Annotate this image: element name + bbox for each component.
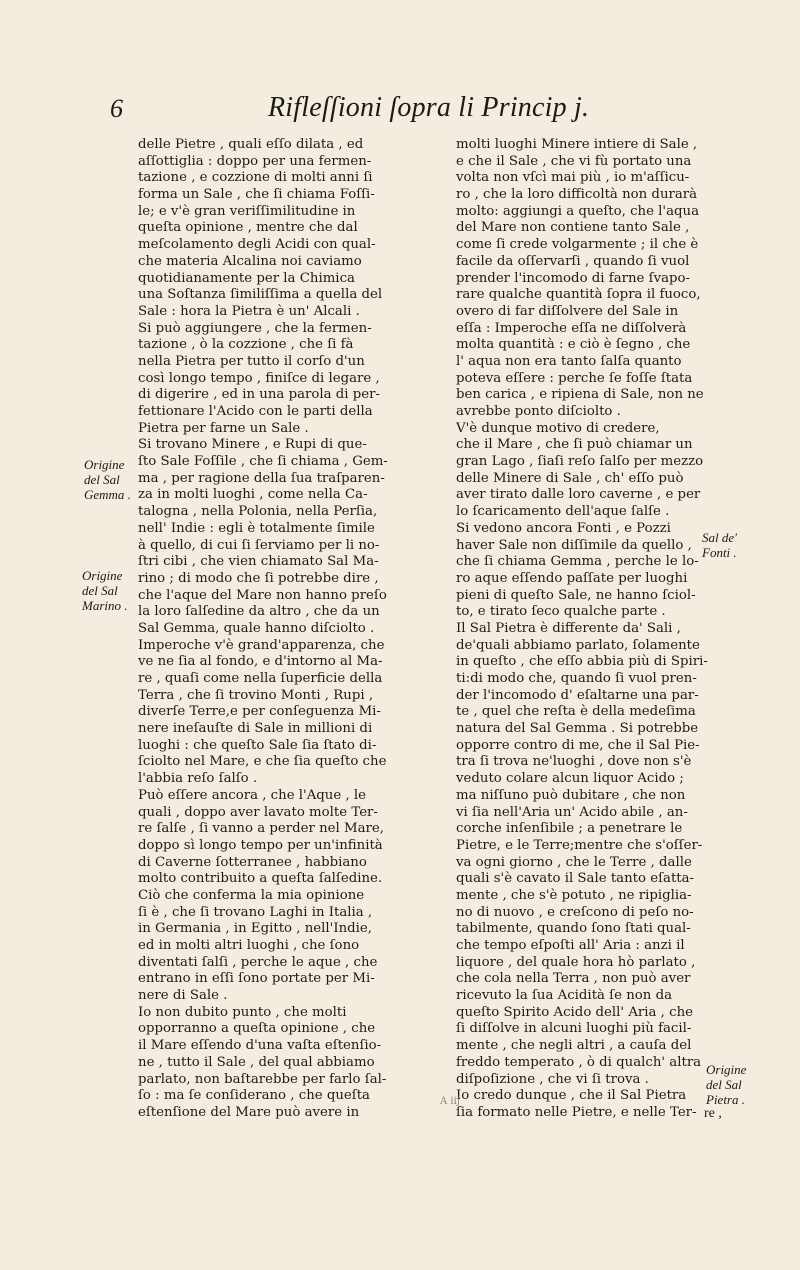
text-line: ma niſſuno può dubitare , che non bbox=[456, 787, 686, 803]
text-line: de'quali abbiamo parlato, ſolamente bbox=[456, 637, 700, 653]
text-line: queſta opinione , mentre che dal bbox=[138, 220, 358, 236]
text-line: ro , che la loro difficoltà non durarà bbox=[456, 187, 698, 203]
text-line: ſo : ma ſe conſiderano , che queſta bbox=[138, 1088, 370, 1104]
text-line: nere ineſauſte di Sale in millioni di bbox=[138, 721, 373, 737]
text-line: veduto colare alcun liquor Acido ; bbox=[456, 771, 684, 787]
text-line: Può eſſere ancora , che l'Aque , le bbox=[138, 787, 367, 803]
text-line: eſſa : Imperoche eſſa ne diſſolverà bbox=[456, 320, 687, 336]
margin-note-line: Gemma . bbox=[84, 487, 131, 502]
text-line: il Mare eſſendo d'una vaſta eſtenſio- bbox=[138, 1038, 382, 1054]
text-line: tabilmente, quando ſono ſtati qual- bbox=[456, 921, 691, 937]
text-line: facile da oſſervarſi , quando ſi vuol bbox=[456, 253, 690, 269]
text-line: no di nuovo , e creſcono di peſo no- bbox=[456, 904, 694, 920]
text-line: corche inſenſibile ; a penetrare le bbox=[456, 821, 683, 837]
text-line: delle Minere di Sale , ch' eſſo può bbox=[456, 470, 684, 486]
text-line: vi ſia nell'Aria un' Acido abile , an- bbox=[456, 804, 688, 820]
margin-note-line: Origine bbox=[84, 457, 125, 472]
text-line: Terra , che ſi trovino Monti , Rupi , bbox=[138, 687, 374, 703]
text-line: ſto Sale Foſſile , che ſi chiama , Gem- bbox=[138, 454, 388, 470]
text-line: Sal Gemma, quale hanno diſciolto . bbox=[138, 620, 375, 636]
text-line: ti:di modo che, quando ſi vuol pren- bbox=[456, 671, 697, 686]
text-line: ve ne ſia al fondo, e d'intorno al Ma- bbox=[138, 654, 383, 670]
text-line: liquore , del quale hora hò parlato , bbox=[456, 954, 696, 970]
text-line: che il Mare , che ſi può chiamar un bbox=[456, 437, 693, 453]
text-line: che ſi chiama Gemma , perche le lo- bbox=[456, 554, 699, 570]
text-line: diverſe Terre,e per conſeguenza Mi- bbox=[138, 704, 381, 720]
text-line: Io credo dunque , che il Sal Pietra bbox=[456, 1088, 687, 1104]
margin-note-line: Fonti . bbox=[702, 545, 737, 560]
text-line: così longo tempo , finiſce di legare , bbox=[138, 370, 380, 386]
text-line: re ſalſe , ſi vanno a perder nel Mare, bbox=[138, 821, 384, 837]
text-line: prender l'incomodo di farne ſvapo- bbox=[456, 270, 691, 286]
text-line: Io non dubito punto , che molti bbox=[138, 1004, 347, 1020]
text-line: eſtenſione del Mare può avere in bbox=[138, 1104, 360, 1120]
text-line: ro aque eſſendo paſſate per luoghi bbox=[456, 570, 688, 586]
text-line: pieni di queſto Sale, ne hanno ſciol- bbox=[456, 587, 696, 603]
text-line: Imperoche v'è grand'apparenza, che bbox=[138, 637, 385, 653]
text-line: mente , che s'è potuto , ne ripiglia- bbox=[456, 887, 692, 903]
margin-note-line: Origine bbox=[82, 568, 123, 583]
text-line: aver tirato dalle loro caverne , e per bbox=[456, 487, 701, 503]
text-line: freddo temperato , ò di qualch' altra bbox=[456, 1054, 702, 1070]
left-column bbox=[138, 137, 434, 1122]
text-line: in Germania , in Egitto , nell'Indie, bbox=[138, 921, 373, 937]
text-line: V'è dunque motivo di credere, bbox=[456, 420, 660, 436]
margin-note-line: Marino . bbox=[82, 598, 128, 613]
text-line: delle Pietre , quali eſſo dilata , ed bbox=[138, 137, 364, 152]
text-line: rino ; di modo che ſi potrebbe dire , bbox=[138, 570, 379, 586]
text-line: mente , che negli altri , a cauſa del bbox=[456, 1038, 692, 1054]
text-line: ne , tutto il Sale , del qual abbiamo bbox=[138, 1054, 375, 1070]
text-line: opporranno a queſta opinione , che bbox=[138, 1021, 376, 1037]
text-line: to, e tirato ſeco qualche parte . bbox=[456, 604, 666, 620]
text-line: ſia formato nelle Pietre, e nelle Ter- bbox=[456, 1104, 697, 1120]
text-line: che cola nella Terra , non può aver bbox=[456, 971, 691, 987]
margin-note-fonti bbox=[702, 530, 737, 560]
text-line: aſſottiglia : doppo per una fermen- bbox=[138, 153, 372, 169]
margin-note-line: Origine bbox=[706, 1062, 747, 1077]
text-line: nella Pietra per tutto il corſo d'un bbox=[138, 353, 365, 369]
margin-note-marino bbox=[82, 568, 128, 613]
text-line: quotidianamente per la Chimica bbox=[138, 270, 355, 286]
text-line: luoghi : che queſto Sale ſia ſtato di- bbox=[138, 737, 377, 753]
text-line: Ciò che conferma la mia opinione bbox=[138, 887, 365, 903]
text-line: te , quel che reſta è della medeſima bbox=[456, 704, 696, 720]
text-line: ma , per ragione della ſua traſparen- bbox=[138, 470, 385, 486]
text-line: rare qualche quantità ſopra il fuoco, bbox=[456, 287, 701, 303]
text-line: che tempo eſpoſti all' Aria : anzi il bbox=[456, 938, 685, 953]
text-line: le; e v'è gran veriſſimilitudine in bbox=[138, 203, 356, 219]
text-line: meſcolamento degli Acidi con qual- bbox=[138, 237, 376, 253]
text-line: entrano in eſſi ſono portate per Mi- bbox=[138, 971, 375, 987]
text-line: quali s'è cavato il Sale tanto eſatta- bbox=[456, 871, 695, 887]
text-line: Si può aggiungere , che la fermen- bbox=[138, 320, 372, 336]
text-line: tra ſi trova ne'luoghi , dove non s'è bbox=[456, 754, 692, 770]
text-line: ſtri cibi , che vien chiamato Sal Ma- bbox=[138, 554, 379, 570]
text-line: à quello, di cui ſi ſerviamo per li no- bbox=[138, 537, 380, 553]
text-line: tazione , ò la cozzione , che ſi fà bbox=[138, 337, 354, 353]
text-line: ſciolto nel Mare, e che ſia queſto che bbox=[138, 754, 387, 770]
catchword: re , bbox=[704, 1106, 722, 1121]
text-line: nere di Sale . bbox=[138, 988, 228, 1004]
text-line: tazione , e cozzione di molti anni ſi bbox=[138, 170, 373, 186]
text-line: Si trovano Minere , e Rupi di que- bbox=[138, 437, 367, 453]
text-line: gran Lago , ſiaſi reſo ſalſo per mezzo bbox=[456, 454, 704, 470]
text-line: re , quaſi come nella ſuperficie della bbox=[138, 671, 383, 686]
text-line: molta quantità : e ciò è ſegno , che bbox=[456, 337, 691, 353]
text-line: quali , doppo aver lavato molte Ter- bbox=[138, 804, 378, 820]
text-line: haver Sale non diſſimile da quello , bbox=[456, 537, 692, 553]
text-line: Il Sal Pietra è differente da' Sali , bbox=[456, 620, 681, 636]
page-number: 6 bbox=[110, 94, 123, 123]
text-line: natura del Sal Gemma . Si potrebbe bbox=[456, 721, 699, 737]
margin-note-line: del Sal bbox=[82, 583, 118, 598]
text-line: ben carica , e ripiena di Sale, non ne bbox=[456, 387, 704, 403]
text-line: di Caverne ſotterranee , habbiano bbox=[138, 854, 367, 870]
text-line: una Soſtanza ſimiliſſima a quella del bbox=[138, 287, 383, 303]
text-line: di digerire , ed in una parola di per- bbox=[138, 387, 381, 403]
text-line: avrebbe ponto diſciolto . bbox=[456, 404, 621, 419]
text-line: la loro ſalſedine da altro , che da un bbox=[138, 604, 380, 620]
text-line: parlato, non baſtarebbe per farlo ſal- bbox=[138, 1071, 387, 1087]
text-line: ſi diſſolve in alcuni luoghi più facil- bbox=[456, 1021, 692, 1037]
text-line: molto: aggiungi a queſto, che l'aqua bbox=[456, 203, 700, 219]
text-line: diſpoſizione , che vi ſi trova . bbox=[456, 1071, 649, 1087]
text-line: talogna , nella Polonia, nella Perſia, bbox=[138, 504, 378, 520]
text-line: molti luoghi Minere intiere di Sale , bbox=[456, 137, 698, 152]
text-line: volta non vſcì mai più , io m'aſſicu- bbox=[456, 170, 690, 186]
margin-note-pietra bbox=[706, 1062, 746, 1107]
text-line: der l'incomodo d' eſaltarne una par- bbox=[456, 687, 699, 703]
text-line: Si vedono ancora Fonti , e Pozzi bbox=[456, 520, 671, 536]
text-line: forma un Sale , che ſi chiama Foſſi- bbox=[138, 187, 375, 203]
text-line: l' aqua non era tanto ſalſa quanto bbox=[456, 353, 682, 369]
text-line: che l'aque del Mare non hanno preſo bbox=[138, 587, 387, 603]
text-line: ſi è , che ſi trovano Laghi in Italia , bbox=[138, 904, 373, 920]
signature-mark: A iij bbox=[440, 1096, 460, 1107]
text-line: l'abbia reſo ſalſo . bbox=[138, 771, 258, 787]
text-line: va ogni giorno , che le Terre , dalle bbox=[456, 854, 692, 870]
text-line: in queſto , che eſſo abbia più di Spiri- bbox=[456, 654, 708, 670]
margin-note-gemma bbox=[84, 457, 131, 502]
text-line: poteva eſſere : perche ſe foſſe ſtata bbox=[456, 370, 693, 386]
text-line: opporre contro di me, che il Sal Pie- bbox=[456, 737, 700, 753]
text-line: ed in molti altri luoghi , che ſono bbox=[138, 938, 360, 953]
text-line: che materia Alcalina noi caviamo bbox=[138, 253, 362, 269]
text-line: lo ſcaricamento dell'aque ſalſe . bbox=[456, 504, 670, 520]
text-line: come ſi crede volgarmente ; il che è bbox=[456, 237, 699, 253]
margin-note-line: Pietra . bbox=[706, 1092, 745, 1107]
text-line: nell' Indie : egli è totalmente ſimile bbox=[138, 520, 375, 536]
text-line: za in molti luoghi , come nella Ca- bbox=[138, 487, 368, 503]
text-line: del Mare non contiene tanto Sale , bbox=[456, 220, 690, 236]
text-line: Sale : hora la Pietra è un' Alcali . bbox=[138, 303, 360, 319]
text-line: diventati ſalſi , perche le aque , che bbox=[138, 954, 378, 970]
margin-note-line: del Sal bbox=[706, 1077, 742, 1092]
text-line: queſto Spirito Acido dell' Aria , che bbox=[456, 1004, 694, 1020]
margin-note-line: Sal de' bbox=[702, 530, 737, 545]
text-line: doppo sì longo tempo per un'infinità bbox=[138, 837, 383, 853]
margin-note-line: del Sal bbox=[84, 472, 120, 487]
right-column bbox=[456, 137, 750, 1122]
text-line: overo di far diſſolvere del Sale in bbox=[456, 303, 679, 319]
text-line: ricevuto la ſua Acidità ſe non da bbox=[456, 988, 673, 1004]
text-line: molto contribuito a queſta ſalſedine. bbox=[138, 871, 383, 887]
text-line: Pietre, e le Terre;mentre che s'oſſer- bbox=[456, 837, 703, 853]
running-head: Rifleſſioni ſopra li Princip j. bbox=[268, 92, 590, 123]
text-line: fettionare l'Acido con le parti della bbox=[138, 404, 373, 419]
text-line: Pietra per farne un Sale . bbox=[138, 420, 309, 436]
text-line: e che il Sale , che vi fù portato una bbox=[456, 153, 692, 169]
